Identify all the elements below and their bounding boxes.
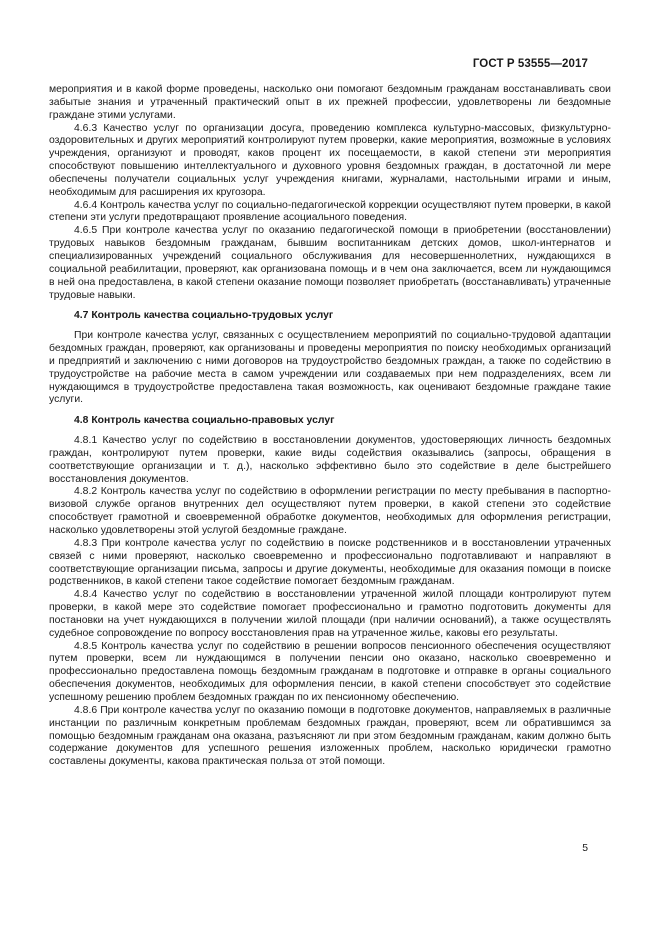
- paragraph-4-8-3: 4.8.3 При контроле качества услуг по содействию в поиске родственников и в восстановлении утраченных связей с ними проверяют, насколько своевременно и профессионально подготавливают и направляют в соответствующие организации письма, запросы и другие документы, необходимые для оказания помощи в поиске родственников, в какой степени такое содействие помогает бездомным гражданам.: [49, 537, 611, 588]
- paragraph-4-6-5: 4.6.5 При контроле качества услуг по оказанию педагогической помощи в приобретении (восстановлении) трудовых навыков бездомным гражданам, бывшим воспитанникам детских домов, школ-интернатов и специализированных учреждений социального обслуживания для несовершеннолетних, нуждающихся в социальной реабилитации, проверяют, как организована помощь и в чем она заключается, всем ли нуждающимся в ней она предоставлена, в какой степени оказание помощи позволяет приобретать (восстанавливать) утраченные трудовые навыки.: [49, 225, 611, 301]
- paragraph-4-8-1: 4.8.1 Качество услуг по содействию в восстановлении документов, удостоверяющих личность бездомных граждан, контролируют путем проверки, какие виды содействия оказывались (запросы, обращения в соответствующие организации и т. д.), насколько эффективно было это содействие в деле быстрейшего восстановления документов.: [49, 435, 611, 485]
- paragraph-4-6-4: 4.6.4 Контроль качества услуг по социально-педагогической коррекции осуществляют путем проверки, в какой степени эти услуги предотвращают проявление асоциального поведения.: [49, 199, 611, 224]
- paragraph-4-8-6: 4.8.6 При контроле качества услуг по оказанию помощи в подготовке документов, направляемых в различные инстанции по различным конкретным проблемам бездомных граждан, проверяют, всем ли обратившимся за помощью бездомным гражданам она оказана, разъясняют ли при этом бездомным гражданам, каким должно быть содержание документов для успешного решения изложенных проблем, насколько юридически грамотно составлены документы, какова практическая польза от этой помощи.: [49, 704, 611, 768]
- standard-id-header: ГОСТ Р 53555—2017: [472, 58, 588, 70]
- paragraph-4-8-5: 4.8.5 Контроль качества услуг по содействию в решении вопросов пенсионного обеспечения осуществляют путем проверки, всем ли нуждающимся в получении пенсии оно оказано, насколько своевременно и профессионально предоставлена помощь бездомным гражданам в подготовке и отправке в органы социального обеспечения документов, необходимых для оформления пенсии, в какой степени способствует это содействие успешному решению проблем бездомных граждан по их пенсионному обеспечению.: [49, 640, 611, 703]
- section-heading-4-8: 4.8 Контроль качества социально-правовых услуг: [74, 415, 335, 427]
- document-body: [49, 84, 611, 769]
- paragraph-4-6-3: 4.6.3 Качество услуг по организации досуга, проведению комплекса культурно-массовых, физкультурно-оздоровительных и других мероприятий контролируют путем проверки, какие мероприятия, возможные в условиях учреждения, организуют и проводят, каков процент их посещаемости, в какой степени эти мероприятия способствуют повышению интеллектуального и духовного уровня бездомных граждан, в достаточной ли мере обеспечены получатели социальных услуг учреждения книгами, журналами, настольными играми и иным, необходимым для расширения их кругозора.: [49, 122, 611, 198]
- paragraph-continuation: мероприятия и в какой форме проведены, насколько они помогают бездомным гражданам восстанавливать свои забытые знания и утраченный практический опыт в их прежней профессии, удовлетворены ли бездомные граждане этими услугами.: [49, 84, 611, 121]
- paragraph-4-8-2: 4.8.2 Контроль качества услуг по содействию в оформлении регистрации по месту пребывания в паспортно-визовой службе органов внутренних дел осуществляют путем проверки, в какой степени это содействие способствует грамотной и своевременной обработке документов, необходимых для оформления регистрации, насколько удовлетворены этой услугой бездомные граждане.: [49, 486, 611, 536]
- page-number: 5: [582, 843, 588, 854]
- paragraph-4-7: При контроле качества услуг, связанных с осуществлением мероприятий по социально-трудовой адаптации бездомных граждан, проверяют, как организованы и проведены мероприятия по поиску необходимых организаций и предприятий и заключению с ними договоров на трудоустройство бездомных граждан, а также по содействию в трудоустройстве на рабочие места в самом учреждении или создаваемых при нем подразделениях, всем ли нуждающимся в трудоустройстве предоставлена такая возможность, как оценивают бездомные граждане такие услуги.: [49, 330, 611, 406]
- paragraph-4-8-4: 4.8.4 Качество услуг по содействию в восстановлении утраченной жилой площади контролируют путем проверки, в какой мере это содействие помогает профессионально и грамотно подготовить документы для постановки на учет нуждающихся в получении жилой площади (при наличии оснований), а также осуществлять судебное сопровождение по вопросу восстановления прав на утраченное жилье, каковы его результаты.: [49, 589, 611, 639]
- section-heading-4-7: 4.7 Контроль качества социально-трудовых услуг: [74, 310, 334, 322]
